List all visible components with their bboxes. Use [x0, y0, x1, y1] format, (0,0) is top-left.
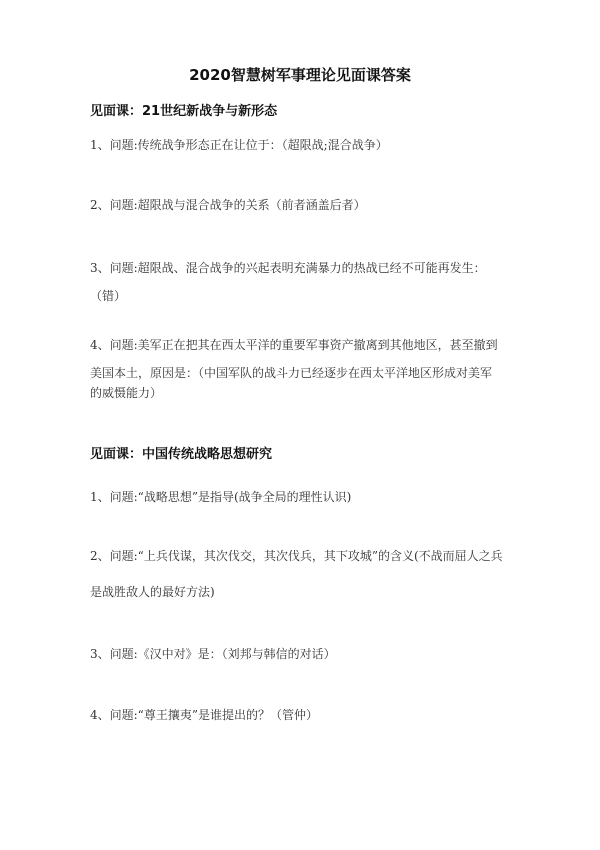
- question-2-line: 2、问题:超限战与混合战争的关系（前者涵盖后者）: [90, 198, 366, 212]
- question-4-line-3: 的威慑能力）: [90, 386, 163, 400]
- document-title: 2020智慧树军事理论见面课答案: [189, 66, 411, 84]
- section-heading-new-warfare: 见面课：21世纪新战争与新形态: [90, 104, 278, 119]
- question-2-line-1: 2、问题:“上兵伐谋，其次伐交，其次伐兵，其下攻城”的含义(不战而屈人之兵: [90, 549, 503, 563]
- question-4-line-1: 4、问题:美军正在把其在西太平洋的重要军事资产撤离到其他地区，甚至撤到: [90, 338, 498, 352]
- question-4-line: 4、问题:“尊王攘夷”是谁提出的？（管仲）: [90, 708, 318, 722]
- question-1-line: 1、问题:传统战争形态正在让位于：（超限战;混合战争）: [90, 138, 388, 152]
- section-heading-strategic-thought: 见面课：中国传统战略思想研究: [90, 447, 273, 462]
- question-1-line: 1、问题:“战略思想”是指导(战争全局的理性认识): [90, 490, 352, 504]
- question-4-line-2: 美国本土，原因是：（中国军队的战斗力已经逐步在西太平洋地区形成对美军: [90, 366, 493, 380]
- question-3-line: 3、问题:超限战、混合战争的兴起表明充满暴力的热战已经不可能再发生：: [90, 261, 486, 275]
- question-2-line-2: 是战胜敌人的最好方法): [90, 585, 215, 599]
- question-3-answer-line: （错）: [90, 289, 127, 303]
- question-3-line: 3、问题:《汉中对》是：（刘邦与韩信的对话）: [90, 647, 336, 661]
